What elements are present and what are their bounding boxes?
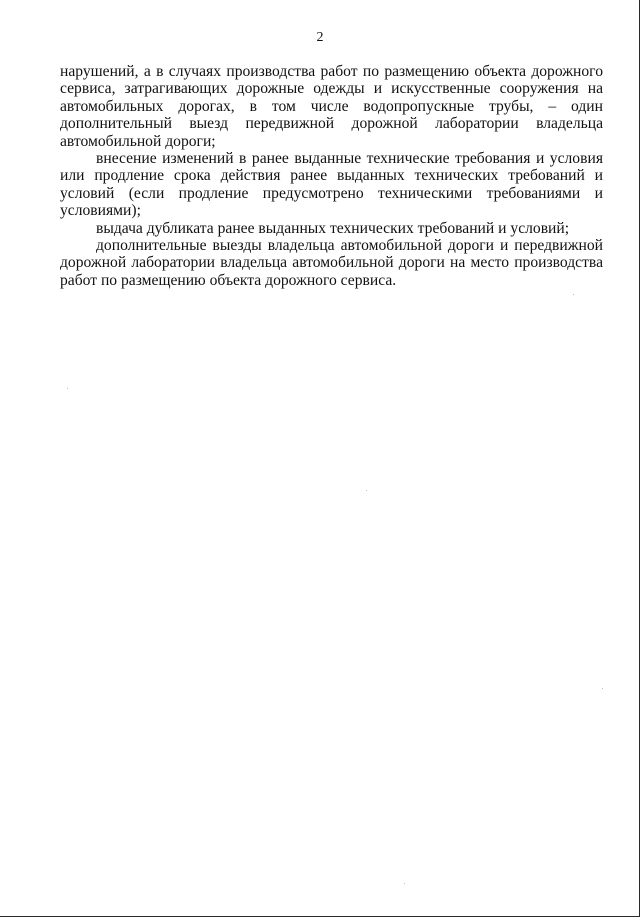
scan-speck bbox=[67, 388, 68, 389]
paragraph-amendments: внесение изменений в ранее выданные технические требования и условия или продление срока действия ранее выданных технических требований и условий (если продление предусмотрено техническими требованиями и условиями); bbox=[60, 150, 603, 220]
page-number: 2 bbox=[316, 30, 324, 45]
scan-speck bbox=[573, 294, 574, 295]
scan-speck bbox=[602, 688, 603, 689]
paragraph-continuation: нарушений, а в случаях производства работ по размещению объекта дорожного сервиса, затрагивающих дорожные одежды и искусственные сооружения на автомобильных дорогах, в том числе водопропускные трубы, – один дополнительный выезд передвижной дорожной лаборатории владельца автомобильной дороги; bbox=[60, 63, 603, 150]
paragraph-duplicate: выдача дубликата ранее выданных технических требований и условий; bbox=[96, 219, 570, 237]
scan-speck bbox=[366, 490, 367, 491]
paragraph-additional-visits: дополнительные выезды владельца автомобильной дороги и передвижной дорожной лаборатории владельца автомобильной дороги на место производства работ по размещению объекта дорожного сервиса. bbox=[60, 237, 603, 289]
scan-speck bbox=[404, 883, 405, 884]
document-body bbox=[60, 63, 603, 289]
